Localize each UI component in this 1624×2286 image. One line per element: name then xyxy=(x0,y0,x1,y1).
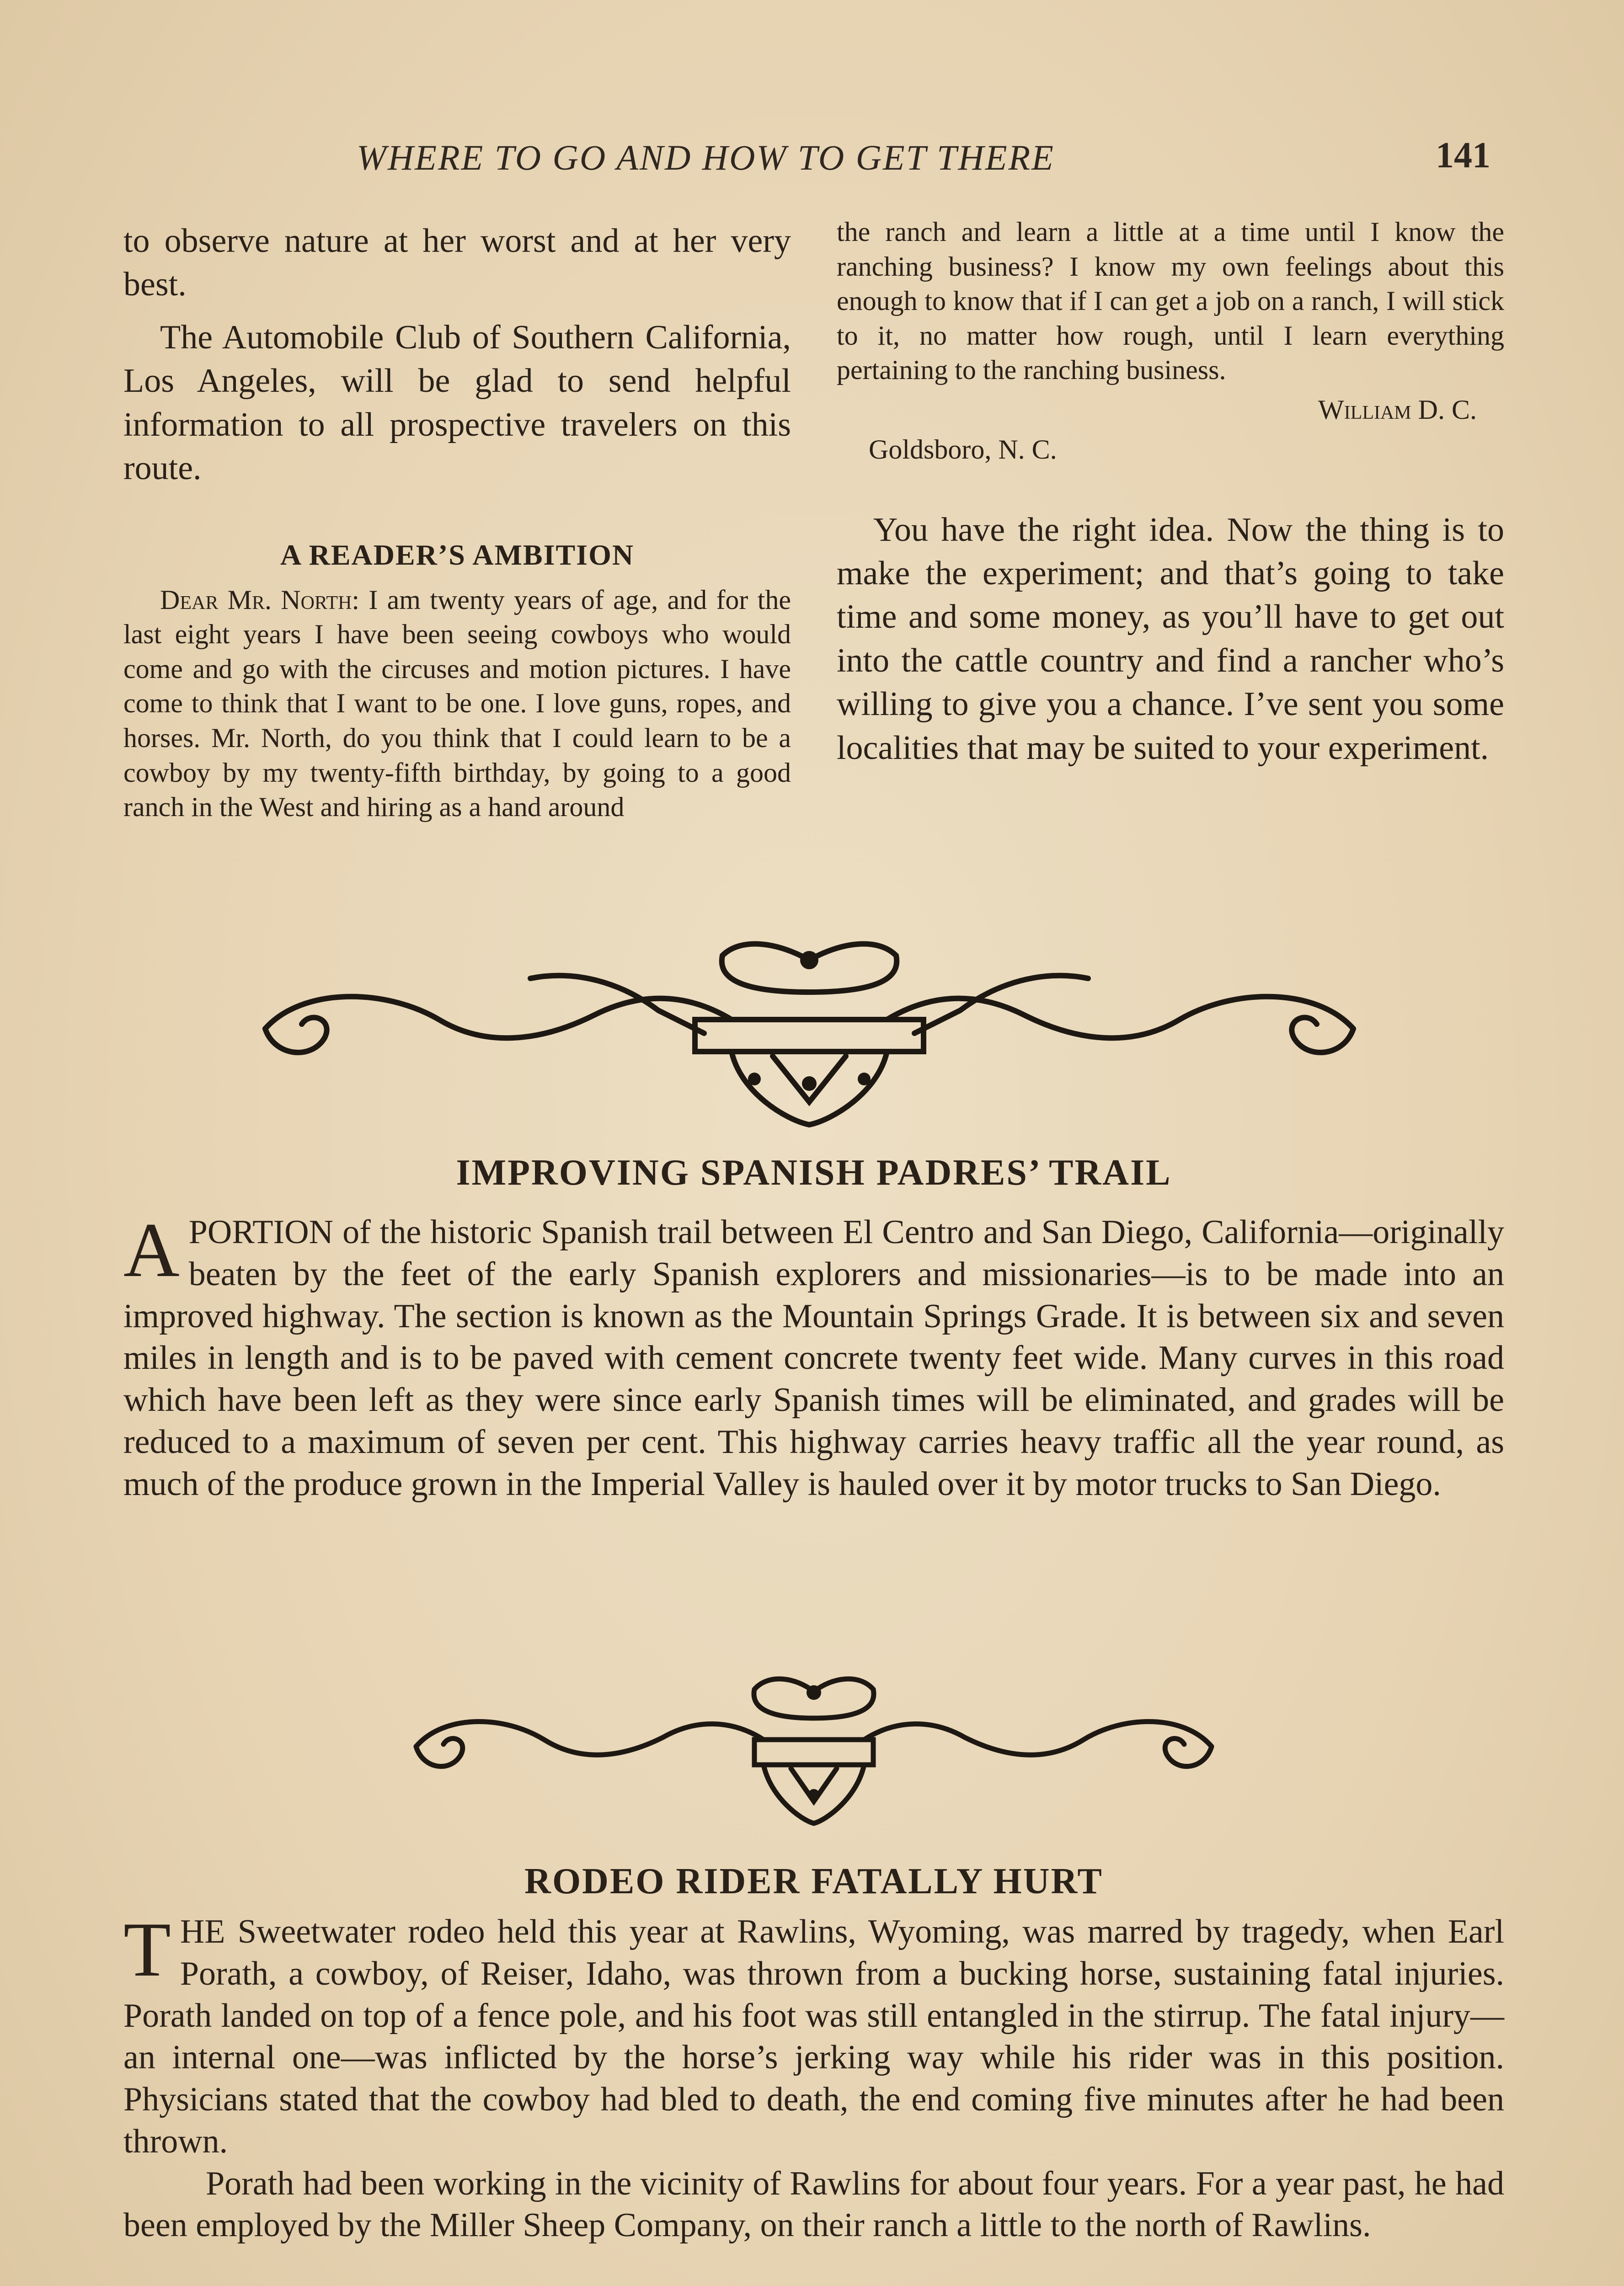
article2-paragraph2: Porath had been working in the vicinity of Rawlins for about four years. For a year past, he had been employed by the Miller Sheep Company, on their ranch a little to the north of Rawlins. xyxy=(123,2164,1504,2244)
letter-location: Goldsboro, N. C. xyxy=(869,434,1057,465)
running-head: WHERE TO GO AND HOW TO GET THERE xyxy=(357,138,1055,177)
letter-body: I am twenty years of age, and for the last eight years I have been seeing cowboys who would come and go with the circuses and motion pictures. I have come to think that I want to be one. I love guns, ropes, and horses. Mr. North, do you think that I could learn to be a cowboy by my twenty-fifth birthday, by going to a good ranch in the West and hiring as a hand around xyxy=(123,584,791,823)
ornament-divider xyxy=(402,1664,1225,1829)
letter-paragraph xyxy=(123,583,791,825)
ornament-divider xyxy=(247,928,1372,1129)
automobile-club-paragraph: The Automobile Club of Southern California, Los Angeles, will be glad to send helpful information to all prospective travelers on this route. xyxy=(123,318,791,487)
article1-paragraph xyxy=(123,1207,1504,1505)
page-number: 141 xyxy=(1436,135,1490,176)
article1-heading: IMPROVING SPANISH PADRES’ TRAIL xyxy=(456,1153,1172,1193)
reply-paragraph: You have the right idea. Now the thing is to make the experiment; and that’s going to take time and some money, as you’ll have to get out into the cattle country and find a rancher who’s willing to give you a chance. I’ve sent you some localities that may be suited to your experiment. xyxy=(837,511,1504,767)
article2-text: Sweetwater rodeo held this year at Rawlins, Wyoming, was marred by tragedy, when Earl Porath, a cowboy, of Reiser, Idaho, was thrown from a bucking horse, sustaining fatal injuries. Porath landed on top of a fence pole, and his foot was still entangled in the stirrup. The fatal injury—an internal one—was inflicted by the horse’s jerking way while his rider was in this position. Physicians stated that the cowboy had bled to death, the end coming five minutes after he had been thrown. xyxy=(123,1913,1504,2160)
article2-paragraph xyxy=(123,1907,1504,2163)
letter-signature: William D. C. xyxy=(1318,394,1477,425)
letter-continuation: the ranch and learn a little at a time until I know the ranching business? I know my own feelings about this enough to know that if I can get a job on a ranch, I will stick to it, no matter how rough, until I learn everything pertaining to the ranching business. xyxy=(837,217,1504,385)
article1-drop-cap: A xyxy=(123,1207,180,1293)
right-column xyxy=(837,215,1504,770)
article1-text: of the historic Spanish trail between El Centro and San Diego, California—originally beaten by the feet of the early Spanish explorers and missionaries—is to be made into an improved highway. The section is known as the Mountain Springs Grade. It is between six and seven miles in length and is to be paved with cement concrete twenty feet wide. Many curves in this road which have been left as they were since early Spanish times will be eliminated, and grades will be reduced to a maximum of seven per cent. This highway carries heavy traffic all the year round, as much of the produce grown in the Imperial Valley is hauled over it by motor trucks to San Diego. xyxy=(123,1213,1504,1503)
article2-lead-caps: HE xyxy=(180,1913,225,1950)
letter-heading: A READER’S AMBITION xyxy=(280,538,635,571)
continuation-text: to observe nature at her worst and at her very best. xyxy=(123,222,791,304)
article1-lead-caps: PORTION xyxy=(188,1213,334,1251)
article2-heading: RODEO RIDER FATALLY HURT xyxy=(524,1861,1103,1901)
article2-body xyxy=(123,1907,1504,2247)
left-column xyxy=(123,219,791,825)
article2-drop-cap: T xyxy=(123,1907,171,1992)
letter-salutation: Dear Mr. North: xyxy=(160,584,360,615)
article1-body xyxy=(123,1207,1504,1505)
